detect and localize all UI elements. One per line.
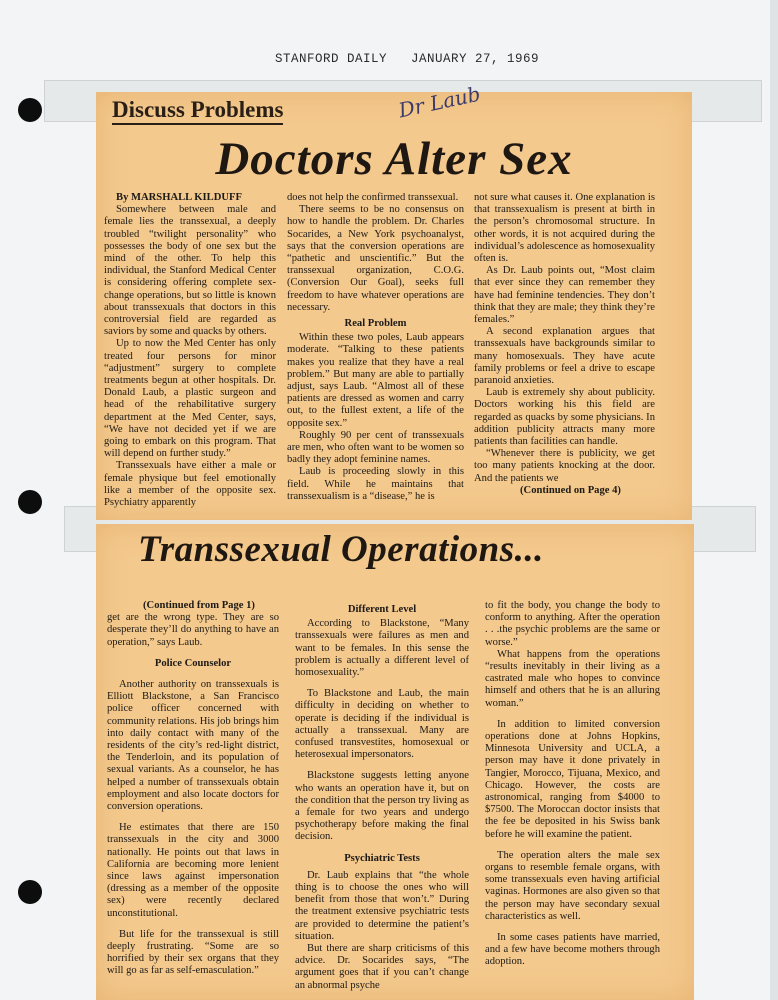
paragraph: In addition to limited conversion operations done at Johns Hopkins, Minnesota University and UCLA, a person may have it done privately in Tangier, Morocco, Tijuana, Mexico, and Chicago. However, the costs are astronomical, ranging from $4000 to $7500. The Moroccan doctor insists that the fee be deposited in his Swiss bank before he will examine the patient. — [485, 718, 660, 840]
paragraph: Within these two poles, Laub appears moderate. “Talking to these patients makes you realize that they have a real problem.” But many are able to partially adjust, says Laub. “Almost all of these patients are dressed as women and carry out, to the fullest extent, a life of the opposite sex.” — [287, 332, 464, 429]
paragraph: To Blackstone and Laub, the main difficulty in deciding on whether to operate is deciding if the individual is actually a transsexual. Many are confused transvestites, homosexual or heterosexual impersonators. — [295, 688, 469, 761]
article-kicker: Discuss Problems — [112, 97, 283, 125]
paragraph: Laub is proceeding slowly in this field. While he maintains that transsexualism is a “disease,” he is — [287, 466, 464, 502]
paragraph: not sure what causes it. One explanation is that transsexualism is present at birth in the person’s chromosomal structure. In other words, it is not acquired during the individual’s adolescence as homosexuality often is. — [474, 192, 655, 265]
article1-column-1 — [104, 192, 276, 518]
continued-from-note: (Continued from Page 1) — [143, 600, 255, 611]
paragraph: But life for the transsexual is still deeply frustrating. “Some are so horrified by their sex organs that they will go as far as self-emasculation.” — [107, 928, 279, 977]
paragraph: Up to now the Med Center has only treated four persons for minor “adjustment” surgery to complete treatments begun at other hospitals. Dr. Donald Laub, a plastic surgeon and head of the rehabilitative surgery department at the Med Center, says, “We have not decided yet if we are going to embark on this program. That will depend on further study.” — [104, 338, 276, 460]
article2-column-3 — [485, 600, 660, 998]
article-headline: Doctors Alter Sex — [215, 133, 573, 185]
paragraph: to fit the body, you change the body to conform to anything. After the operation . . .the psychic problems are the same or worse.” — [485, 600, 660, 648]
paragraph: Dr. Laub explains that “the whole thing is to choose the ones who will benefit from those that won’t.” During the treatment extensive psychiatric tests are provided to determine the patient’s situation. — [295, 869, 469, 942]
paragraph: According to Blackstone, “Many transsexuals were failures as men and want to be females. In this sense the problem is actually a different level of homosexuality.” — [295, 618, 469, 679]
page-header: STANFORD DAILY JANUARY 27, 1969 — [275, 52, 540, 66]
paragraph: “Whenever there is publicity, we get too many patients knocking at the door. And the patients we — [474, 448, 655, 484]
paragraph: What happens from the operations “results inevitably in their living as a castrated male who hopes to convince himself and others that he is an alluring woman.” — [485, 648, 660, 709]
subheading: Police Counselor — [154, 657, 232, 669]
subheading: Psychiatric Tests — [344, 852, 420, 864]
paragraph: get are the wrong type. They are so desperate they’ll do anything to have an operation,” says Laub. — [107, 612, 279, 648]
paragraph: Blackstone suggests letting anyone who wants an operation have it, but on the condition that the person try living as a female for two years and undergo psychotherapy before making the final decision. — [295, 770, 469, 843]
binder-hole-bottom — [18, 880, 42, 904]
paragraph: There seems to be no consensus on how to handle the problem. Dr. Charles Socarides, a New York psychoanalyst, says that the conversion operations are “pathetic and unscientific.” But the transsexual organization, C.O.G. (Conversion Our Goal), seeks full freedom to have whatever operations are necessary. — [287, 204, 464, 313]
binder-hole-middle — [18, 490, 42, 514]
paragraph: In some cases patients have married, and a few have become mothers through adoption. — [485, 932, 660, 968]
paragraph: does not help the confirmed transsexual. — [287, 192, 459, 203]
page-edge — [770, 0, 778, 1000]
byline: By MARSHALL KILDUFF — [116, 192, 242, 203]
continued-note: (Continued on Page 4) — [520, 484, 621, 496]
article2-column-2 — [295, 600, 469, 998]
paragraph: Transsexuals have either a male or female physique but feel emotionally like a member of the opposite sex. Psychiatry apparently — [104, 460, 276, 509]
paragraph: A second explanation argues that transsexuals have backgrounds similar to many homosexuals. They have acute family problems or feel a drive to escape paranoid anxieties. — [474, 326, 655, 387]
article2-column-1 — [107, 600, 279, 998]
subheading: Different Level — [347, 604, 417, 615]
paragraph: Roughly 90 per cent of transsexuals are men, who often want to be women so badly they adopt feminine names. — [287, 429, 464, 466]
paragraph: Laub is extremely shy about publicity. Doctors working his this field are regarded as quacks by some physicians. In addition publicity attracts many more patients than facilities can handle. — [474, 387, 655, 448]
binder-hole-top — [18, 98, 42, 122]
paragraph: As Dr. Laub points out, “Most claim that ever since they can remember they have had feminine tendencies. They don’t think that they are male; they think they’re females.” — [474, 265, 655, 326]
paragraph: Another authority on transsexuals is Elliott Blackstone, a San Francisco police officer concerned with community relations. His job brings him into daily contact with many of the residents of the city’s red-light district, the Tenderloin, and its population of sexual variants. As a counselor, he has helped a number of transsexuals obtain employment and also locate doctors for conversion operations. — [107, 679, 279, 813]
subheading: Real Problem — [344, 318, 407, 330]
paragraph: But there are sharp criticisms of this advice. Dr. Socarides says, “The argument goes that if you can’t change an abnormal psyche — [295, 943, 469, 991]
paragraph: He estimates that there are 150 transsexuals in the city and 3000 nationally. He points out that laws in California are becoming more lenient since laws against impersonation (dressing as a member of the opposite sex) were recently declared unconstitutional. — [107, 822, 279, 919]
article1-column-3 — [474, 192, 655, 518]
paragraph: The operation alters the male sex organs to resemble female organs, with some transsexuals even having artificial vaginas. Hormones are also given so that the person may have secondary sexual characteristics as well. — [485, 849, 660, 922]
article1-column-2 — [287, 192, 464, 518]
article-headline: Transsexual Operations... — [138, 529, 544, 570]
handwritten-signature: Dr Laub — [396, 81, 483, 123]
paragraph: Somewhere between male and female lies the transsexual, a deeply troubled “twilight personality” who possesses the body of one sex but the mind of the other. To help this individual, the Stanford Medical Center is considering offering complete sex-change operations, but so little is known about transsexuals that doctors in this controversial field are regarded as saviors by some and quacks by others. — [104, 204, 276, 338]
